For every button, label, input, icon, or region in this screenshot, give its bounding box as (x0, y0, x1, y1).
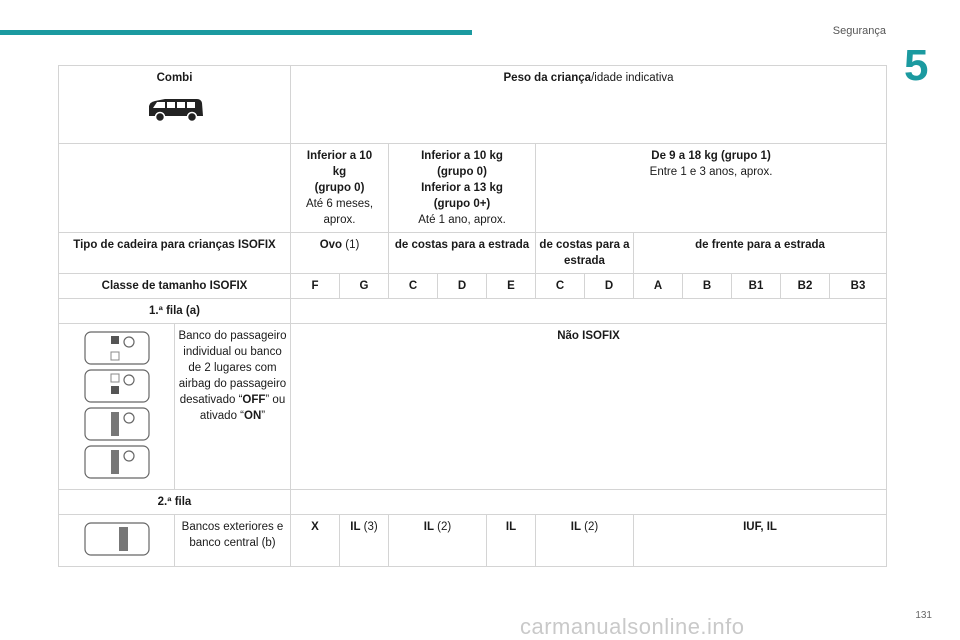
type-label: Tipo de cadeira para crianças ISOFIX (59, 233, 291, 274)
group-1-cell: De 9 a 18 kg (grupo 1) Entre 1 e 3 anos, aprox. (536, 144, 887, 233)
table-row (59, 144, 887, 233)
row2-seat-desc: Bancos exteriores e banco central (b) (175, 515, 291, 567)
table-row (59, 324, 887, 490)
group-0plus-cell: Inferior a 10 kg (grupo 0) Inferior a 13 kg (grupo 0+) Até 1 ano, aprox. (389, 144, 536, 233)
weight-subtitle: /idade indicativa (591, 72, 674, 84)
weight-title: Peso da criança (503, 72, 592, 84)
page-number: 131 (915, 610, 932, 621)
van-icon (145, 94, 205, 124)
vehicle-name: Combi (156, 72, 193, 84)
table-row: Classe de tamanho ISOFIX F G C D E C D A B B1 B2 B3 (59, 274, 887, 299)
section-title: Segurança (832, 25, 886, 37)
row1-seat-desc: Banco do passageiro individual ou banco de 2 lugares com airbag do passageiro desativado “OFF” ou ativado “ON” (175, 324, 291, 490)
row2-seat-diagram (59, 515, 175, 567)
top-accent-bar (0, 30, 472, 35)
row1-label: 1.ª fila (a) (59, 299, 291, 324)
seat-layout-icon (81, 519, 153, 559)
type-forward-facing: de frente para a estrada (634, 233, 887, 274)
group-0-cell: Inferior a 10 kg (grupo 0) Até 6 meses, aprox. (291, 144, 389, 233)
row1-value: Não ISOFIX (291, 324, 887, 490)
table-row (59, 233, 887, 274)
isofix-table (58, 65, 887, 567)
size-label: Classe de tamanho ISOFIX (59, 274, 291, 299)
table-row (59, 66, 887, 144)
type-ovo: Ovo (1) (291, 233, 389, 274)
vehicle-cell (59, 66, 291, 144)
row2-label: 2.ª fila (59, 490, 291, 515)
watermark: carmanualsonline.info (520, 614, 745, 639)
type-rear-facing: de costas para a estrada (389, 233, 536, 274)
row1-seat-diagrams (59, 324, 175, 490)
table-row: Bancos exteriores e banco central (b) X IL (3) IL (2) IL IL (2) IUF, IL (59, 515, 887, 567)
table-row (59, 490, 887, 515)
chapter-number: 5 (904, 41, 929, 90)
table-row (59, 299, 887, 324)
seat-layout-icon (81, 328, 153, 482)
weight-header (291, 66, 887, 144)
type-rear-facing-2: de costas para a estrada (536, 233, 634, 274)
